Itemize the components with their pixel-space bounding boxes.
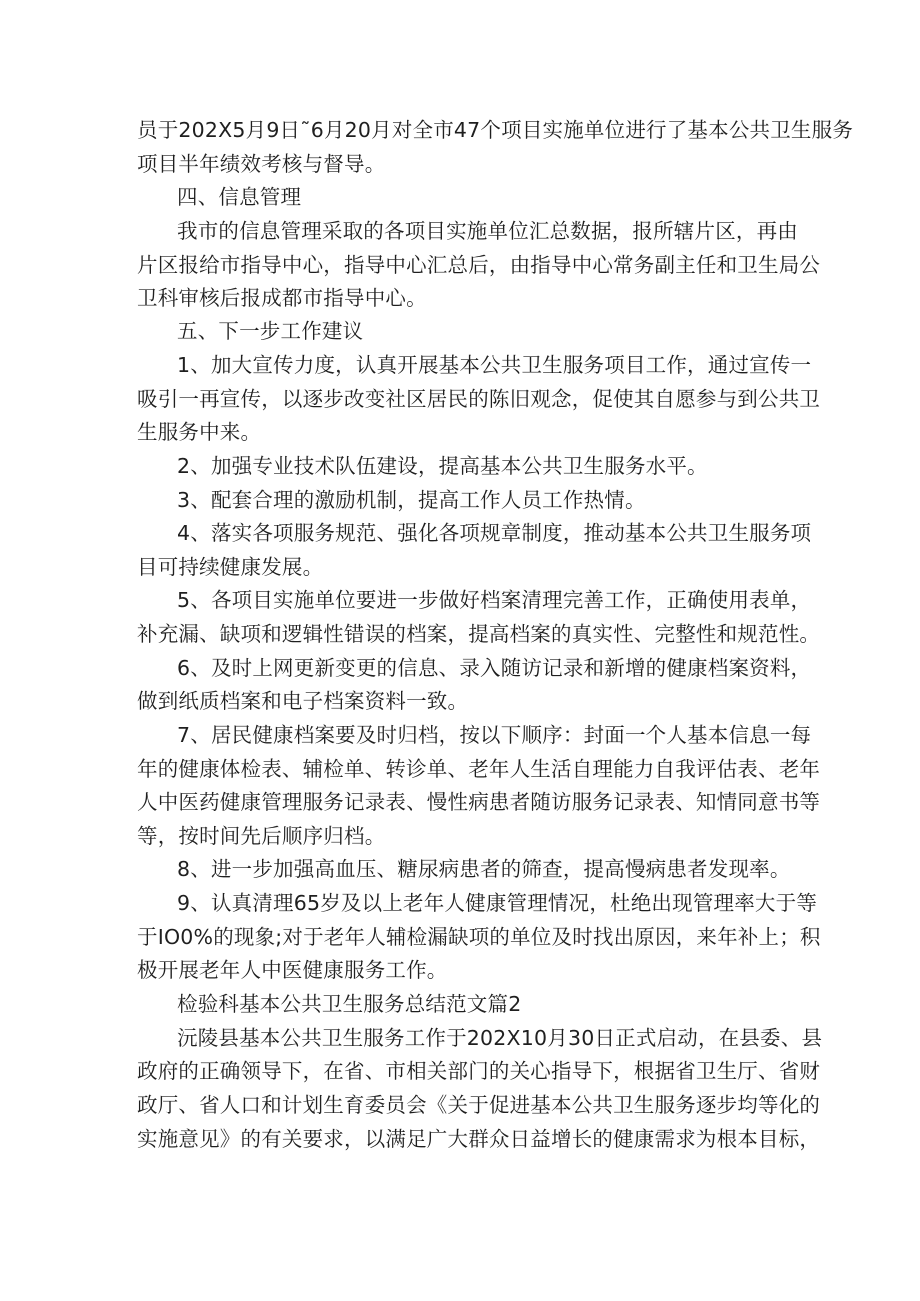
text-line-25: 于IO0%的现象;对于老年人辅检漏缺项的单位及时找出原因，来年补上；积 bbox=[137, 925, 821, 949]
text-line-29: 政府的正确领导下，在省、市相关部门的关心指导下，根据省卫生厅、省财 bbox=[137, 1059, 821, 1083]
text-line-30: 政厅、省人口和计划生育委员会《关于促进基本公共卫生服务逐步均等化的 bbox=[137, 1093, 821, 1117]
text-line-9: 吸引一再宣传，以逐步改变社区居民的陈旧观念，促使其自愿参与到公共卫 bbox=[137, 387, 821, 411]
text-line-6: 卫科审核后报成都市指导中心。 bbox=[137, 286, 427, 310]
text-line-20: 年的健康体检表、辅检单、转诊单、老年人生活自理能力自我评估表、老年 bbox=[137, 757, 821, 781]
text-line-15: 5、各项目实施单位要进一步做好档案清理完善工作，正确使用表单， bbox=[177, 588, 812, 612]
text-line-2: 项目半年绩效考核与督导。 bbox=[137, 152, 386, 176]
text-line-1: 员于202X5月9日˜6月20月对全市47个项目实施单位进行了基本公共卫生服务 bbox=[137, 118, 854, 142]
text-line-4: 我市的信息管理采取的各项目实施单位汇总数据，报所辖片区，再由 bbox=[177, 219, 798, 243]
text-line-8: 1、加大宣传力度，认真开展基本公共卫生服务项目工作，通过宣传一 bbox=[177, 353, 812, 377]
section-title-article-2: 检验科基本公共卫生服务总结范文篇2 bbox=[177, 992, 522, 1016]
text-line-11: 2、加强专业技术队伍建设，提高基本公共卫生服务水平。 bbox=[177, 454, 708, 478]
text-line-24: 9、认真清理65岁及以上老年人健康管理情况，杜绝出现管理率大于等 bbox=[177, 891, 818, 915]
text-line-28: 沅陵县基本公共卫生服务工作于202X10月30日正式启动，在县委、县 bbox=[177, 1026, 823, 1050]
section-heading-information-management: 四、信息管理 bbox=[177, 185, 302, 209]
text-line-17: 6、及时上网更新变更的信息、录入随访记录和新增的健康档案资料， bbox=[177, 656, 812, 680]
text-line-5: 片区报给市指导中心，指导中心汇总后，由指导中心常务副主任和卫生局公 bbox=[137, 253, 821, 277]
text-line-10: 生服务中来。 bbox=[137, 420, 262, 444]
text-line-18: 做到纸质档案和电子档案资料一致。 bbox=[137, 689, 469, 713]
text-line-14: 目可持续健康发展。 bbox=[137, 555, 324, 579]
text-line-23: 8、进一步加强高血压、糖尿病患者的筛查，提高慢病患者发现率。 bbox=[177, 857, 791, 881]
text-line-13: 4、落实各项服务规范、强化各项规章制度，推动基本公共卫生服务项 bbox=[177, 521, 812, 545]
text-line-22: 等，按时间先后顺序归档。 bbox=[137, 824, 386, 848]
section-heading-next-steps: 五、下一步工作建议 bbox=[177, 319, 364, 343]
text-line-26: 极开展老年人中医健康服务工作。 bbox=[137, 958, 448, 982]
text-line-21: 人中医药健康管理服务记录表、慢性病患者随访服务记录表、知情同意书等 bbox=[137, 790, 821, 814]
text-line-19: 7、居民健康档案要及时归档，按以下顺序：封面一个人基本信息一每 bbox=[177, 723, 812, 747]
text-line-16: 补充漏、缺项和逻辑性错误的档案，提高档案的真实性、完整性和规范性。 bbox=[137, 622, 821, 646]
text-line-31: 实施意见》的有关要求，以满足广大群众日益增长的健康需求为根本目标， bbox=[137, 1127, 821, 1151]
text-line-12: 3、配套合理的激励机制，提高工作人员工作热情。 bbox=[177, 488, 646, 512]
